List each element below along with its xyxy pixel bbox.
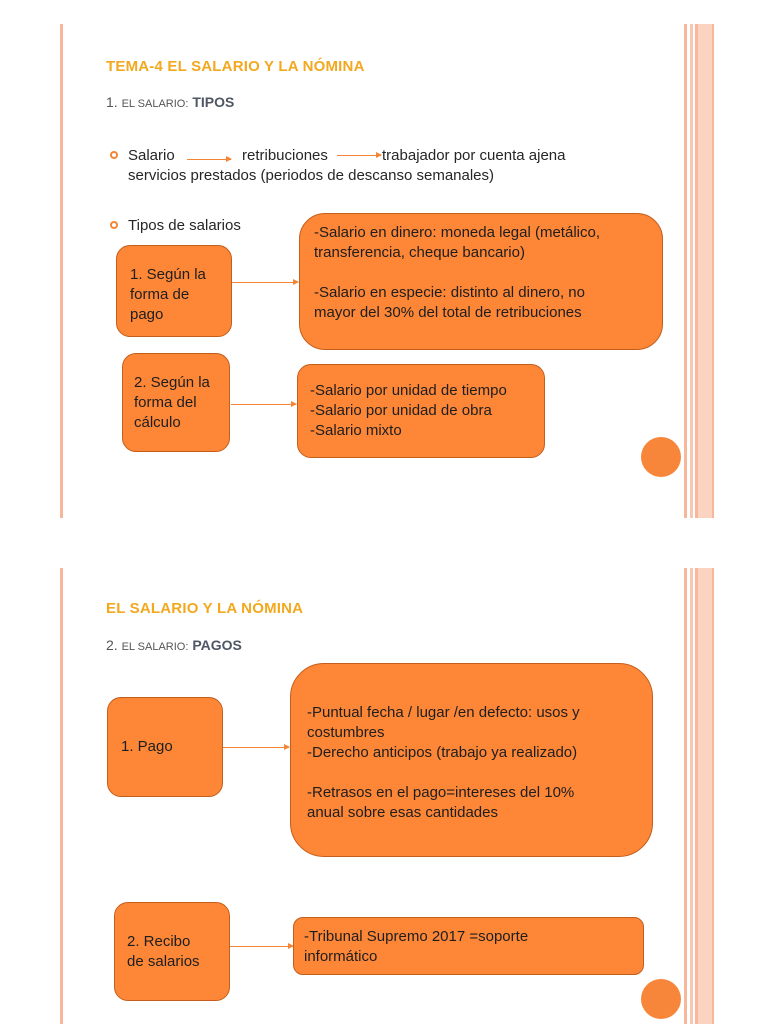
arrow-icon [337, 155, 381, 156]
bullet-text: Tipos de salarios [128, 217, 241, 234]
right-border-stripes [684, 24, 714, 518]
arrow-icon [187, 159, 231, 160]
box-recibo: 2. Recibo de salarios [114, 902, 230, 1001]
box-pago: 1. Pago [107, 697, 223, 797]
decorative-circle [641, 437, 681, 477]
subtitle-section: EL SALARIO: [121, 98, 189, 110]
slide-title: EL SALARIO Y LA NÓMINA [106, 600, 304, 617]
slide-1 [0, 24, 768, 518]
arrow-icon [231, 404, 296, 405]
left-border-line [60, 24, 63, 518]
subtitle-number: 1. [106, 94, 118, 110]
subtitle-number: 2. [106, 637, 118, 653]
slide-subtitle [106, 94, 234, 110]
bullet-dot-icon [110, 151, 118, 159]
word-retribuciones: retribuciones [242, 147, 328, 164]
word-trabajador: trabajador por cuenta ajena [382, 147, 566, 164]
word-salario: Salario [128, 147, 175, 164]
slide-2 [0, 568, 768, 1024]
box-tribunal: -Tribunal Supremo 2017 =soporte informático [293, 917, 644, 975]
bullet-line-2: servicios prestados (periodos de descanso semanales) [128, 167, 495, 184]
box-dinero-especie: -Salario en dinero: moneda legal (metálico, transferencia, cheque bancario) -Salario en especie: distinto al dinero, no mayor del 30% del total de retribuciones [299, 213, 663, 350]
decorative-circle [641, 979, 681, 1019]
right-border-stripes [684, 568, 714, 1024]
subtitle-topic: TIPOS [192, 94, 235, 110]
subtitle-topic: PAGOS [192, 637, 242, 653]
arrow-icon [230, 946, 293, 947]
arrow-icon [223, 747, 289, 748]
left-border-line [60, 568, 63, 1024]
subtitle-section: EL SALARIO: [121, 641, 189, 653]
slide-title: TEMA-4 EL SALARIO Y LA NÓMINA [106, 58, 365, 75]
box-forma-pago: 1. Según la forma de pago [116, 245, 232, 337]
arrow-icon [232, 282, 298, 283]
bullet-dot-icon [110, 221, 118, 229]
bullet-salario [128, 146, 608, 186]
slide-subtitle [106, 637, 242, 653]
box-forma-calculo: 2. Según la forma del cálculo [122, 353, 230, 452]
box-puntual: -Puntual fecha / lugar /en defecto: usos y costumbres -Derecho anticipos (trabajo ya realizado) -Retrasos en el pago=intereses del 10% anual sobre esas cantidades [290, 663, 653, 857]
bullet-tipos [128, 216, 241, 235]
box-unidades: -Salario por unidad de tiempo -Salario por unidad de obra -Salario mixto [297, 364, 545, 458]
